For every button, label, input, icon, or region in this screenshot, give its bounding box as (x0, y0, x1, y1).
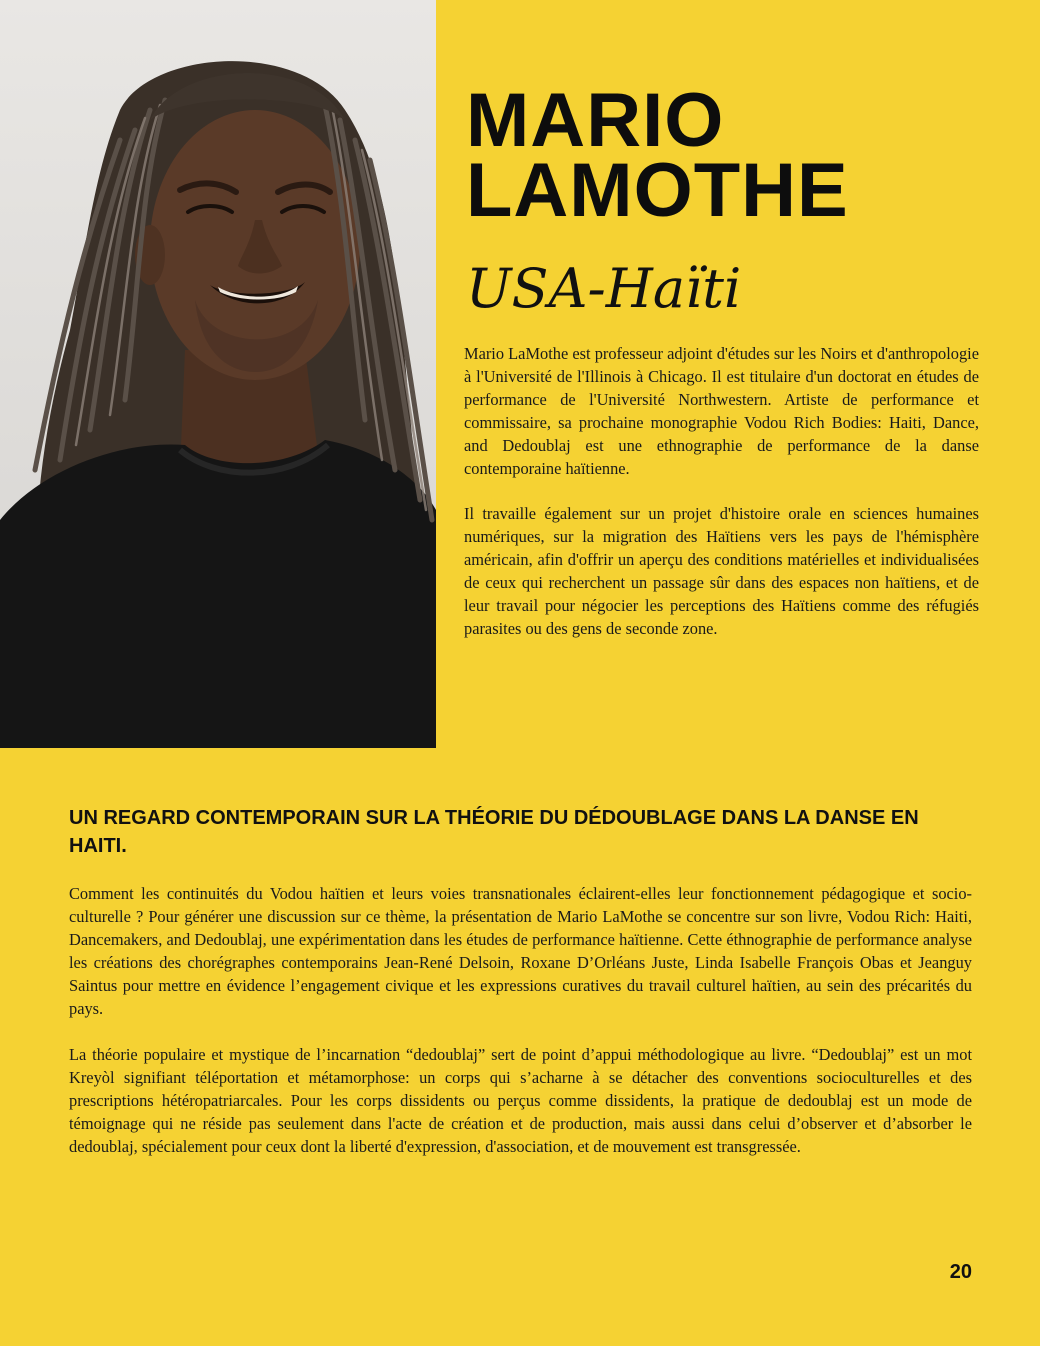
profile-country: USA-Haïti (466, 257, 742, 320)
page-number: 20 (949, 1261, 972, 1283)
profile-name-line1: MARIO (466, 78, 725, 163)
section-paragraph-2: La théorie populaire et mystique de l’incarnation “dedoublaj” sert de point d’appui méthodologique au livre. “Dedoublaj” est un mot Kreyòl signifiant téléportation et métamorphose: un corps qui s’acharne à se détacher des conventions socioculturelles et des prescriptions hétéropatriarcales. Pour les corps dissidents ou perçus comme dissidents, la pratique de dedoublaj est un mode de témoignage qui ne réside pas seulement dans l'acte de création et de production, mais aussi dans celui d’observer et d’absorber le dedoublaj, spécialement pour ceux dont la liberté d'expression, d'association, et de mouvement est transgressée. (69, 1045, 972, 1156)
portrait-photo (0, 0, 436, 748)
profile-name-line2: LAMOTHE (466, 148, 849, 233)
profile-name (466, 78, 849, 233)
bio-paragraph-2: Il travaille également sur un projet d'histoire orale en sciences humaines numériques, sur la migration des Haïtiens vers les pays de l'hémisphère américain, afin d'offrir un aperçu des conditions matérielles et individualisées de ceux qui recherchent un passage sûr dans des espaces non haïtiens, et de leur travail pour négocier les perceptions des Haïtiens comme des réfugiés parasites ou des gens de seconde zone. (464, 504, 979, 638)
section-paragraph-1: Comment les continuités du Vodou haïtien et leurs voies transnationales éclairent-elles leur fonctionnement pédagogique et socio-culturelle ? Pour générer une discussion sur ce thème, la présentation de Mario LaMothe se concentre sur son livre, Vodou Rich: Haiti, Dancemakers, and Dedoublaj, une expérimentation dans les études de performance haïtienne. Cette éthnographie de performance analyse les créations des chorégraphes contemporains Jean-René Delsoin, Roxane D’Orléans Juste, Linda Isabelle François Obas et Jeanguy Saintus pour mettre en évidence l’engagement civique et les expressions curatives du travail culturel haïtien, au sein des précarités du pays. (69, 884, 972, 1018)
section-heading: UN REGARD CONTEMPORAIN SUR LA THÉORIE DU DÉDOUBLAGE DANS LA DANSE EN HAITI. (69, 807, 919, 857)
profile-bio (464, 342, 979, 662)
bio-paragraph-1: Mario LaMothe est professeur adjoint d'études sur les Noirs et d'anthropologie à l'Université de l'Illinois à Chicago. Il est titulaire d'un doctorat en études de performance de l'Université Northwestern. Artiste de performance et commissaire, sa prochaine monographie Vodou Rich Bodies: Haiti, Dance, and Dedoublaj est une ethnographie de performance de la danse contemporaine haïtienne. (464, 344, 979, 478)
section-body (69, 882, 972, 1181)
